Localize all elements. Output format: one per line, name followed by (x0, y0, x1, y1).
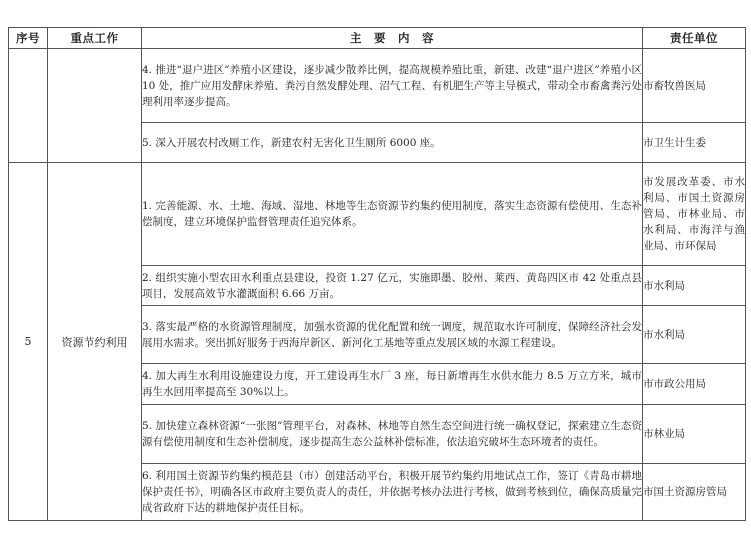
row-unit: 市卫生计生委 (643, 123, 746, 163)
row-content: 1. 完善能源、水、土地、海域、湿地、林地等生态资源节约集约使用制度，落实生态资源有偿使用、生态补偿制度，建立环境保护监督管理责任追究体系。 (142, 163, 643, 266)
row-index (9, 49, 48, 163)
table-header-row (9, 28, 746, 49)
table-row (9, 163, 746, 266)
row-content: 5. 深入开展农村改厕工作，新建农村无害化卫生厕所 6000 座。 (142, 123, 643, 163)
responsibility-table (8, 27, 746, 521)
row-content: 4. 推进“退户进区”养殖小区建设，逐步减少散养比例，提高规模养殖比重，新建、改建“退户进区”养殖小区 10 处，推广应用发酵床养殖、粪污自然发酵处理、沼气工程、有机肥生产等主导模式，带动全市畜禽粪污处理利用率逐步提高。 (142, 49, 643, 123)
row-unit: 市国土资源房管局 (643, 464, 746, 521)
row-unit: 市水利局 (643, 266, 746, 306)
row-unit: 市林业局 (643, 405, 746, 464)
row-unit: 市发展改革委、市水利局、市国土资源房管局、市林业局、市水利局、市海洋与渔业局、市环保局 (643, 163, 746, 266)
header-content: 主 要 内 容 (142, 28, 643, 49)
row-content: 4. 加大再生水利用设施建设力度，开工建设再生水厂 3 座，每日新增再生水供水能力 8.5 万立方米，城市再生水回用率提高至 30%以上。 (142, 364, 643, 405)
row-content: 3. 落实最严格的水资源管理制度，加强水资源的优化配置和统一调度，规范取水许可制度，保障经济社会发展用水需求。突出抓好服务于西海岸新区、新河化工基地等重点发展区域的水源工程建设。 (142, 306, 643, 364)
header-index: 序号 (9, 28, 48, 49)
header-unit: 责任单位 (643, 28, 746, 49)
table-row (9, 49, 746, 123)
row-key-work (48, 49, 142, 163)
row-unit: 市畜牧兽医局 (643, 49, 746, 123)
row-key-work: 资源节约利用 (48, 163, 142, 521)
row-unit: 市水利局 (643, 306, 746, 364)
row-unit: 市市政公用局 (643, 364, 746, 405)
row-content: 2. 组织实施小型农田水利重点县建设，投资 1.27 亿元，实施即墨、胶州、莱西、黄岛四区市 42 处重点县项目，发展高效节水灌溉面积 6.66 万亩。 (142, 266, 643, 306)
row-content: 5. 加快建立森林资源“一张图”管理平台，对森林、林地等自然生态空间进行统一确权登记，探索建立生态资源有偿使用制度和生态补偿制度，逐步提高生态公益林补偿标准，依法追究破坏生态环境者的责任。 (142, 405, 643, 464)
header-key-work: 重点工作 (48, 28, 142, 49)
row-index: 5 (9, 163, 48, 521)
row-content: 6. 利用国土资源节约集约模范县（市）创建活动平台，积极开展节约集约用地试点工作，签订《青岛市耕地保护责任书》，明确各区市政府主要负责人的责任，并依据考核办法进行考核，做到考核到位，确保高质量完成省政府下达的耕地保护责任目标。 (142, 464, 643, 521)
